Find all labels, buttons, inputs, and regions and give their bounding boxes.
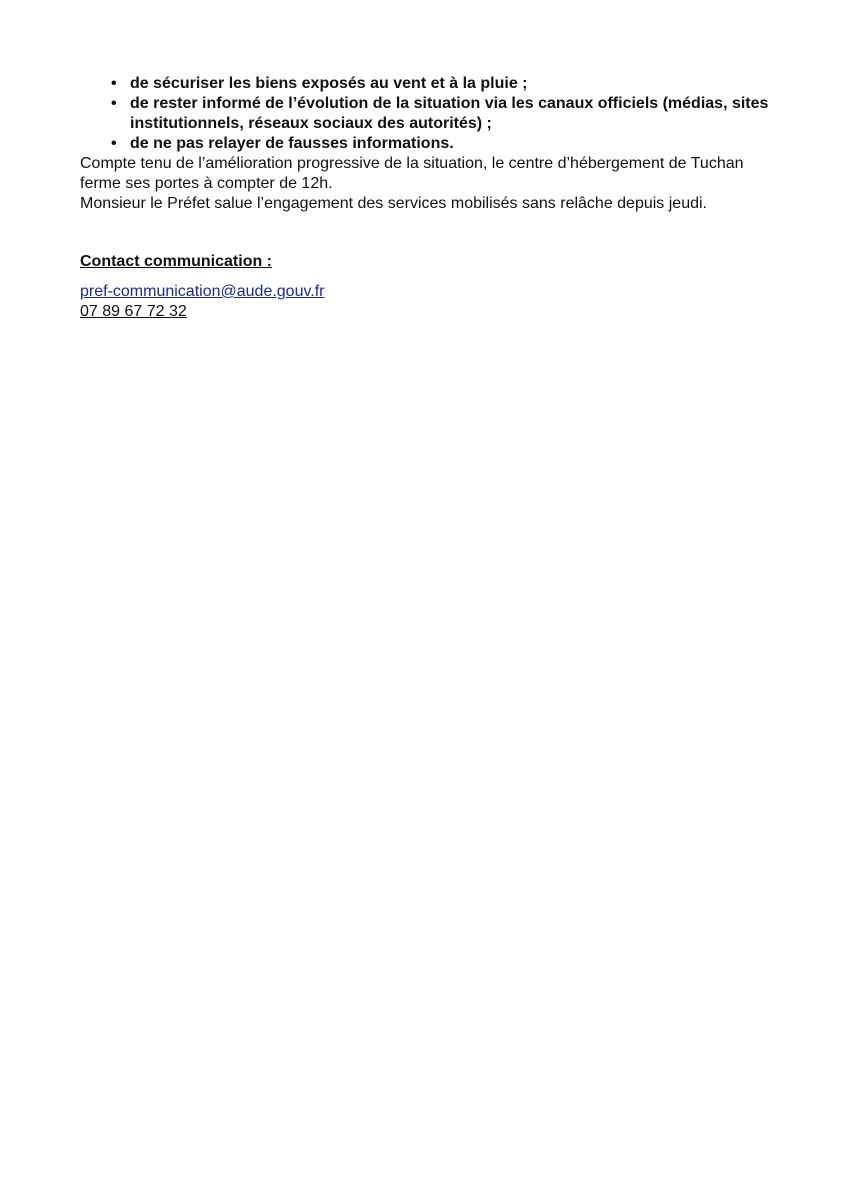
paragraph-centre-closure: Compte tenu de l’amélioration progressive de la situation, le centre d’hébergement de Tuchan ferme ses portes à compter de 12h. (80, 155, 744, 192)
bullet-icon: • (111, 95, 117, 112)
bullet-icon: • (111, 135, 117, 152)
bullet-icon: • (111, 75, 117, 92)
list-item-text: de rester informé de l’évolution de la situation via les canaux officiels (médias, sites institutionnels, réseaux sociaux des autorités) ; (130, 95, 769, 132)
phone-number[interactable]: 07 89 67 72 32 (80, 303, 187, 320)
list-item (80, 94, 780, 134)
list-item (80, 74, 780, 94)
paragraph-prefet-thanks: Monsieur le Préfet salue l’engagement des services mobilisés sans relâche depuis jeudi. (80, 195, 707, 212)
email-link[interactable]: pref-communication@aude.gouv.fr (80, 283, 325, 300)
advice-list (80, 74, 780, 154)
list-item-text: de ne pas relayer de fausses informations. (130, 135, 454, 152)
list-item (80, 134, 780, 154)
contact-heading: Contact communication : (80, 253, 273, 270)
document-page (80, 74, 780, 322)
list-item-text: de sécuriser les biens exposés au vent et à la pluie ; (130, 75, 528, 92)
contact-block (80, 282, 780, 322)
